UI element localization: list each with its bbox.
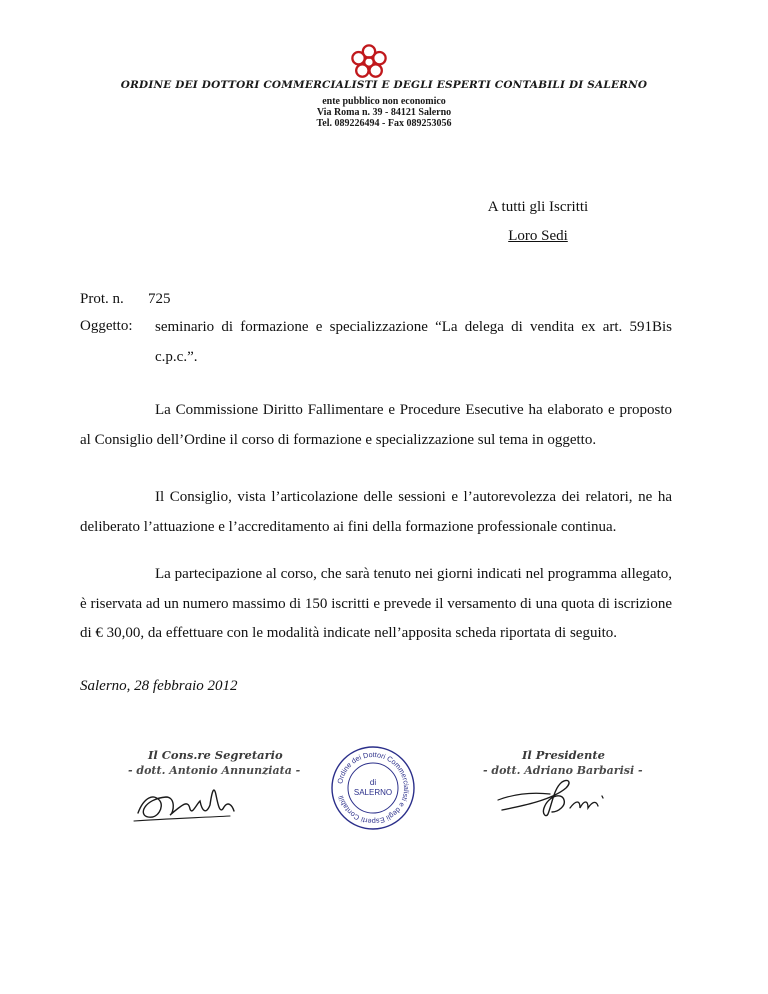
organization-name: ORDINE DEI DOTTORI COMMERCIALISTI E DEGLI ESPERTI CONTABILI DI SALERNO [120, 79, 648, 91]
seal-center-bottom: SALERNO [353, 788, 393, 797]
protocol-label: Prot. n. [80, 291, 124, 307]
official-seal-icon [330, 745, 416, 831]
protocol-number: 725 [148, 291, 171, 307]
secretary-title: Il Cons.re Segretario [148, 748, 283, 762]
president-title: Il Presidente [522, 748, 605, 762]
subject-label: Oggetto: [80, 318, 133, 334]
secretary-signature-icon [130, 775, 270, 830]
document-date: Salerno, 28 febbraio 2012 [80, 678, 238, 694]
seal-center-top: di [369, 778, 377, 787]
president-signature-icon [492, 770, 622, 825]
organization-address: Via Roma n. 39 - 84121 Salerno [316, 107, 452, 118]
addressee-line-1: A tutti gli Iscritti [487, 199, 589, 215]
addressee-line-2: Loro Sedi [508, 228, 568, 244]
body-paragraph-2: Il Consiglio, vista l’articolazione delle sessioni e l’autorevolezza dei relatori, ne ha deliberato l’attuazione e l’accreditamento ai fini della formazione professionale continua. [80, 489, 672, 535]
secretary-name: - dott. Antonio Annunziata - [128, 764, 301, 777]
organization-subtitle: ente pubblico non economico [322, 96, 446, 107]
president-name: - dott. Adriano Barbarisi - [483, 764, 643, 777]
organization-contacts: Tel. 089226494 - Fax 089253056 [316, 118, 452, 129]
seal-ring-text: Ordine dei Dottori Commercialisti e degli Esperti Contabili [335, 749, 412, 827]
body-paragraph-1: La Commissione Diritto Fallimentare e Procedure Esecutive ha elaborato e proposto al Consiglio dell’Ordine il corso di formazione e specializzazione sul tema in oggetto. [80, 402, 672, 448]
ornamental-knot-logo-icon [350, 42, 388, 82]
subject-text: seminario di formazione e specializzazione “La delega di vendita ex art. 591Bis c.p.c.”. [155, 319, 672, 365]
body-paragraph-3: La partecipazione al corso, che sarà tenuto nei giorni indicati nel programma allegato, è riservata ad un numero massimo di 150 iscritti e prevede il versamento di una quota di iscrizione di € 30,00, da effettuare con le modalità indicate nell’apposita scheda riportata di seguito. [80, 566, 672, 642]
